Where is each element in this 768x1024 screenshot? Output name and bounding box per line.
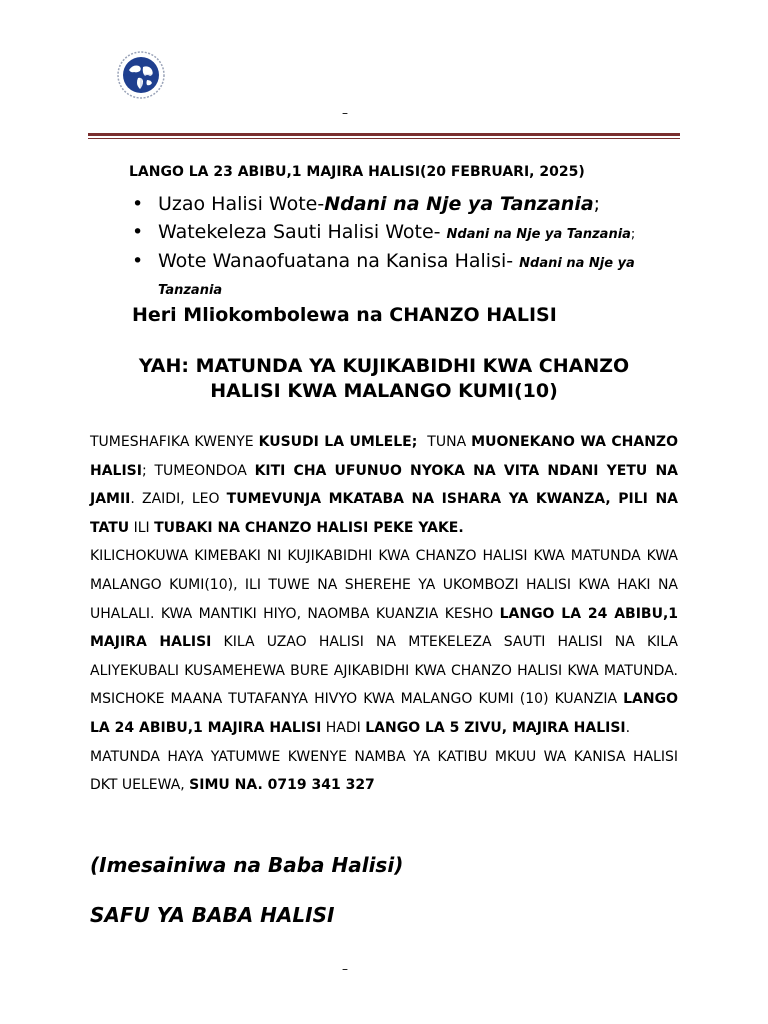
body-text: ; TUMEONDOA (141, 462, 255, 479)
footer-dash: – (342, 962, 348, 976)
body-bold: TUBAKI NA CHANZO HALISI PEKE YAKE. (154, 519, 464, 536)
body-text: . ZAIDI, LEO (130, 491, 227, 508)
recipient-tail: ; (593, 193, 601, 215)
body-paragraph-1 (90, 428, 678, 542)
body-bold: MUONEKANO WA CHANZO HALISI (90, 434, 678, 479)
body-bold: LANGO LA 24 ABIBU,1 MAJIRA HALISI (90, 691, 678, 736)
recipient-emphasis: Ndani na Nje ya Tanzania (158, 256, 635, 298)
bullet-icon: • (132, 193, 144, 215)
body-bold: KUSUDI LA UMLELE; (258, 434, 418, 450)
body-text: TUMESHAFIKA KWENYE (90, 434, 259, 450)
body-text: HADI (321, 719, 366, 736)
subject-line-2: HALISI KWA MALANGO KUMI(10) (210, 380, 558, 402)
greeting: Heri Mliokombolewa na CHANZO HALISI (132, 304, 557, 326)
body-text: TUNA (417, 434, 472, 450)
recipient-emphasis: Ndani na Nje ya Tanzania (446, 227, 631, 242)
header-dash: – (342, 106, 348, 120)
header-rule-thin (88, 138, 680, 139)
signature-note: (Imesainiwa na Baba Halisi) (90, 853, 404, 877)
recipient-plain: Uzao Halisi Wote- (158, 193, 325, 215)
recipient-item (130, 190, 680, 218)
phone-number: SIMU NA. 0719 341 327 (189, 777, 375, 794)
bullet-icon: • (132, 250, 144, 272)
body-bold: KITI CHA UFUNUO NYOKA NA VITA NDANI YETU NA JAMII (90, 462, 678, 508)
header-rule (88, 133, 680, 136)
body-paragraph-3 (90, 743, 678, 800)
bullet-icon: • (132, 221, 144, 243)
subject-heading (88, 354, 680, 404)
body-bold: LANGO LA 24 ABIBU,1 MAJIRA HALISI (90, 605, 679, 651)
letter-body (90, 428, 678, 800)
body-text: MATUNDA HAYA YATUMWE KWENYE NAMBA YA KATIBU MKUU WA KANISA HALISI DKT UELEWA, (90, 748, 678, 794)
globe-logo-icon (116, 50, 166, 100)
recipient-emphasis: Ndani na Nje ya Tanzania (324, 193, 594, 215)
body-bold: LANGO LA 5 ZIVU, MAJIRA HALISI (365, 719, 626, 736)
recipient-item (130, 249, 680, 303)
body-bold: TUMEVUNJA MKATABA NA ISHARA YA KWANZA, PILI NA TATU (90, 491, 679, 536)
recipient-plain: Wote Wanaofuatana na Kanisa Halisi- (158, 250, 520, 272)
subject-line-1: YAH: MATUNDA YA KUJIKABIDHI KWA CHANZO (138, 355, 630, 377)
body-text: ILI (129, 519, 155, 536)
recipient-tail: ; (630, 227, 636, 242)
office-name: SAFU YA BABA HALISI (90, 903, 335, 927)
body-text: . (625, 719, 631, 736)
body-paragraph-2 (90, 542, 678, 742)
recipient-plain: Watekeleza Sauti Halisi Wote- (158, 221, 447, 243)
recipient-item (130, 218, 680, 249)
body-text: KILA UZAO HALISI NA MTEKELEZA SAUTI HALISI NA KILA ALIYEKUBALI KUSAMEHEWA BURE AJIKABIDHI KWA CHANZO HALISI KWA MATUNDA. MSICHOKE MAANA TUTAFANYA HIVYO KWA MALANGO KUMI (10) KUANZIA (90, 634, 678, 708)
body-text: KILICHOKUWA KIMEBAKI NI KUJIKABIDHI KWA CHANZO HALISI KWA MATUNDA KWA MALANGO KUMI(10), ILI TUWE NA SHEREHE YA UKOMBOZI HALISI KWA HAKI NA UHALALI. KWA MANTIKI HIYO, NAOMBA KUANZIA KESHO (90, 548, 678, 622)
recipients-list (130, 190, 680, 303)
date-line: LANGO LA 23 ABIBU,1 MAJIRA HALISI(20 FEBRUARI, 2025) (129, 164, 585, 180)
